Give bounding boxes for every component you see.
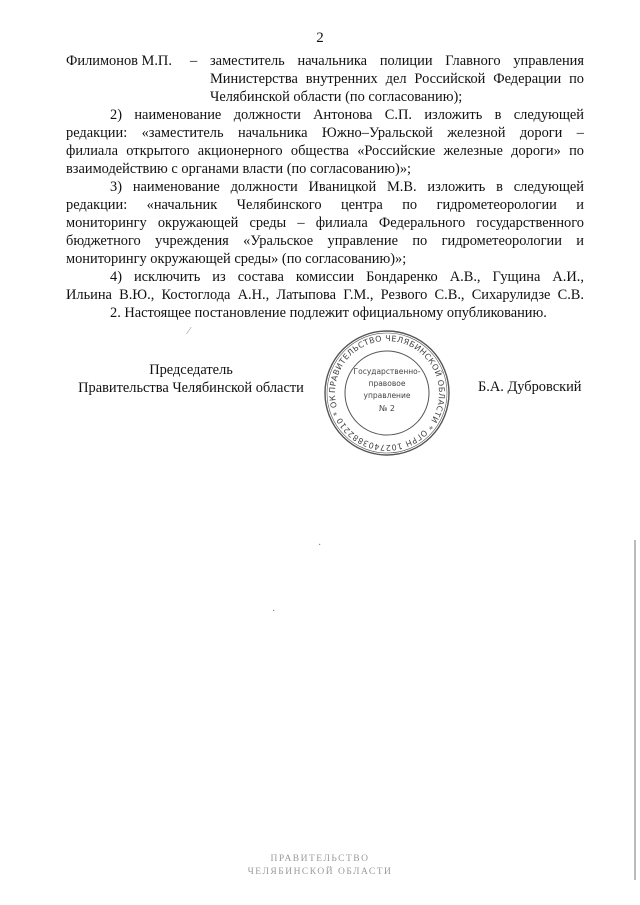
paragraph-2-line: 2) наименование должности Антонова С.П. изложить в следующей — [110, 107, 584, 123]
paragraph-3-line: бюджетного учреждения «Уральское управление по гидрометеорологии и — [66, 233, 584, 249]
scan-mark: ⁄ — [188, 326, 190, 337]
seal-center-text: управление — [363, 391, 411, 400]
member-position-line: заместитель начальника полиции Главного управления — [210, 53, 584, 69]
signatory-title: Председатель — [149, 362, 233, 378]
seal-center-text: правовое — [368, 379, 406, 388]
paragraph-2-line: филиала открытого акционерного общества «Российские железные дороги» по — [66, 143, 584, 159]
seal-center-text: Государственно- — [353, 367, 421, 376]
member-position-line: Челябинской области (по согласованию); — [210, 89, 463, 105]
name-dash: – — [190, 53, 198, 69]
seal-center-text: № 2 — [379, 404, 395, 413]
paragraph-3-line: мониторингу окружающей среды – филиала Федерального государственного — [66, 215, 584, 231]
paragraph-3-line: редакции: «начальник Челябинского центра по гидрометеорологии и — [66, 197, 584, 213]
signatory-name: Б.А. Дубровский — [478, 379, 582, 395]
scan-mark: · — [318, 540, 322, 551]
seal-ring-text: ПРАВИТЕЛЬСТВО ЧЕЛЯБИНСКОЙ ОБЛАСТИ * ОГРН 1027403882210 * ОК — [327, 333, 447, 453]
footer-watermark: ЧЕЛЯБИНСКОЙ ОБЛАСТИ — [247, 867, 393, 877]
paragraph-2-line: взаимодействию с органами власти (по согласованию)»; — [66, 161, 412, 177]
scan-mark: · — [272, 606, 276, 617]
footer-watermark: ПРАВИТЕЛЬСТВО — [270, 854, 370, 864]
official-seal — [322, 328, 452, 458]
signatory-title: Правительства Челябинской области — [78, 380, 304, 396]
scan-edge-line — [634, 540, 636, 880]
paragraph-2-line: редакции: «заместитель начальника Южно–Уральской железной дороги – — [66, 125, 584, 141]
paragraph-4-line: Ильина В.Ю., Костоглода А.Н., Латыпова Г.М., Резвого С.В., Сихарулидзе С.В. — [66, 287, 584, 303]
member-name: Филимонов М.П. — [66, 53, 172, 69]
member-position-line: Министерства внутренних дел Российской Федерации по — [210, 71, 584, 87]
paragraph-3-line: мониторингу окружающей среды» (по согласованию)»; — [66, 251, 407, 267]
page-number: 2 — [316, 30, 324, 46]
paragraph-4-line: 4) исключить из состава комиссии Бондаренко А.В., Гущина А.И., — [110, 269, 584, 285]
publication-clause: 2. Настоящее постановление подлежит официальному опубликованию. — [110, 305, 547, 321]
paragraph-3-line: 3) наименование должности Иваницкой М.В. изложить в следующей — [110, 179, 584, 195]
